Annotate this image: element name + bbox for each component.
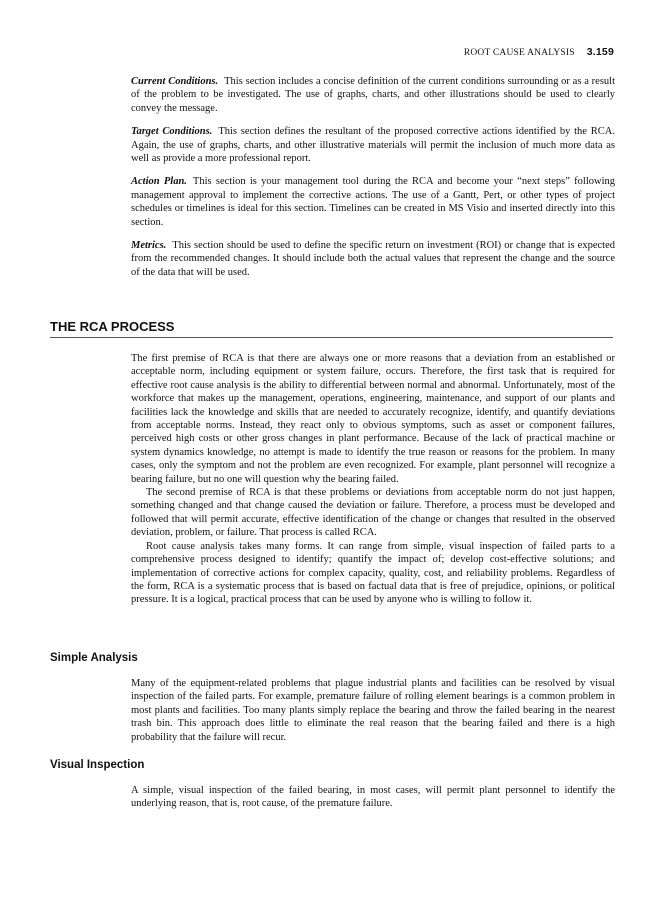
simple-analysis-paragraph: Many of the equipment-related problems that plague industrial plants and facilities can be resolved by visual inspection of the failed parts. For example, premature failure of rolling element bearings is a common problem in most plants and facilities. Too many plants simply replace the bearing and throw the failed bearing in the nearest trash bin. This approach does little to eliminate the real reason that the bearing failed and there is a high probability that the failure will recur. bbox=[131, 678, 615, 743]
target-conditions-term: Target Conditions. bbox=[131, 126, 213, 138]
metrics-term: Metrics. bbox=[131, 240, 167, 252]
rca-process-body bbox=[131, 352, 615, 607]
visual-inspection-body bbox=[131, 784, 615, 811]
current-conditions-paragraph bbox=[131, 75, 615, 115]
rca-process-paragraph: The second premise of RCA is that these problems or deviations from acceptable norm do not just happen, something changed and that change caused the deviation or failure. Therefore, a process must be developed and followed that will permit accurate, effective identification of the change or changes that resulted in the observed deviation, problem, or failure. That process is called RCA. bbox=[131, 487, 615, 539]
action-plan-text: This section is your management tool during the RCA and become your “next steps” following management approval to implement the corrective actions. The use of a Gantt, Pert, or other types of project schedules or timelines is ideal for this section. Timelines can be created in MS Visio and inserted directly into this section. bbox=[131, 176, 615, 228]
page-number: 3.159 bbox=[586, 46, 614, 58]
metrics-paragraph bbox=[131, 239, 615, 279]
action-plan-term: Action Plan. bbox=[131, 176, 187, 188]
metrics-text: This section should be used to define the specific return on investment (ROI) or change that is expected from the recommended changes. It should include both the actual values that represent the change and the source of the data that will be used. bbox=[131, 240, 615, 278]
visual-inspection-paragraph: A simple, visual inspection of the failed bearing, in most cases, will permit plant personnel to identify the underlying reason, that is, root cause, of the premature failure. bbox=[131, 785, 615, 810]
action-plan-paragraph bbox=[131, 175, 615, 229]
running-head-title: ROOT CAUSE ANALYSIS bbox=[463, 48, 575, 58]
subsection-heading-simple-analysis: Simple Analysis bbox=[50, 652, 138, 664]
intro-sections bbox=[131, 75, 615, 279]
rca-process-paragraph: The first premise of RCA is that there are always one or more reasons that a deviation from an established or acceptable norm, including equipment or system failure, occurs. Therefore, the first task that is required for effective root cause analysis is the ability to differential between normal and abnormal. Unfortunately, most of the workforce that makes up the management, operations, engineering, maintenance, and support of our plants and facilities lack the knowledge and skills that are needed to accurately recognize, identify, and quantify deviations from acceptable norms. Instead, they react only to obvious symptoms, such as asset or component failures, perceived high costs or other gross changes in plant performance. Because of the lack of practical machine or system dynamics knowledge, no attempt is made to identify the true reason or reasons for the problem. In many cases, only the symptom and not the problem are even recognized. For example, plant personnel will recognize a bearing failure, but no one will question why the bearing failed. bbox=[131, 353, 615, 485]
rca-process-paragraph: Root cause analysis takes many forms. It can range from simple, visual inspection of failed parts to a comprehensive process designed to identify; quantify the impact of; develop cost-effective solutions; and implementation of corrective actions for complex capacity, quality, cost, and reliability problems. Regardless of the form, RCA is a systematic process that is based on factual data that is free of prejudice, opinions, or political pressure. It is a logical, practical process that can be used by anyone who is willing to follow it. bbox=[131, 540, 615, 606]
subsection-heading-visual-inspection: Visual Inspection bbox=[50, 759, 145, 771]
current-conditions-term: Current Conditions. bbox=[131, 76, 219, 87]
current-conditions-text: This section includes a concise definition of the current conditions surrounding or as a result of the problem to be investigated. The use of graphs, charts, and other illustrations should be used to clearly convey the message. bbox=[131, 76, 616, 114]
section-heading-rca-process: THE RCA PROCESS bbox=[50, 319, 613, 338]
running-head bbox=[464, 46, 614, 58]
simple-analysis-body bbox=[131, 677, 615, 744]
target-conditions-paragraph bbox=[131, 125, 615, 165]
target-conditions-text: This section defines the resultant of the proposed corrective actions identified by the RCA. Again, the use of graphs, charts, and other illustrative materials will permit the inclusion of much more data as well as provide a more professional report. bbox=[131, 126, 615, 165]
